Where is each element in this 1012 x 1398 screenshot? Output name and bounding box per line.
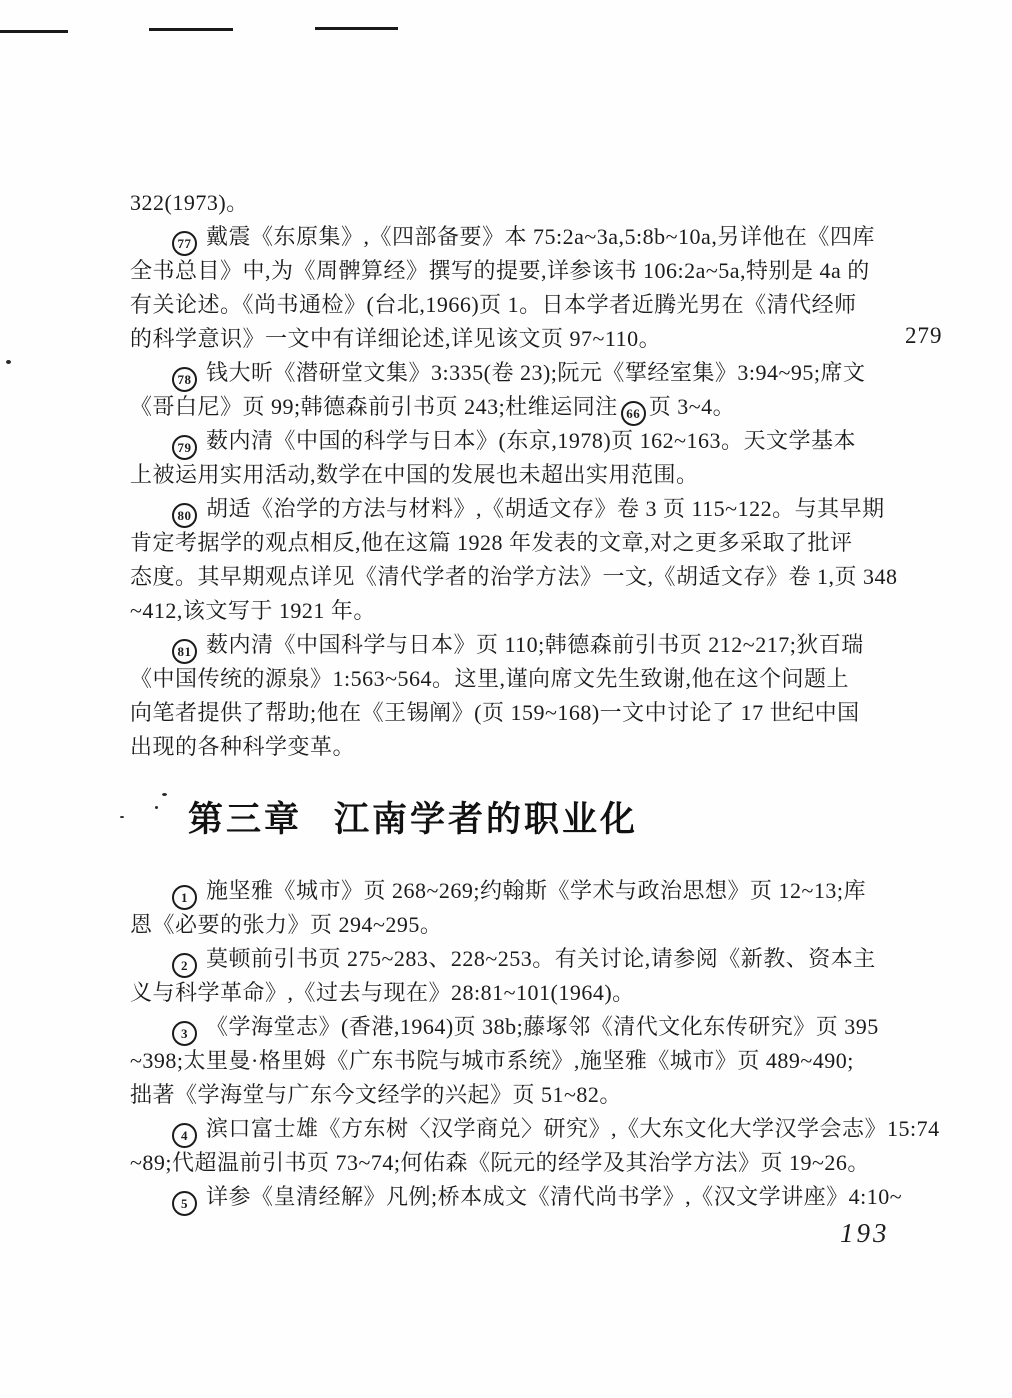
footnote-number: 1 <box>172 885 197 910</box>
chapter-heading <box>188 796 920 844</box>
footnote-paragraph <box>130 356 920 424</box>
circled-note-reference: 66 <box>621 401 646 426</box>
text-line: 义与科学革命》,《过去与现在》28:81~101(1964)。 <box>130 980 635 1005</box>
text-line: 态度。其早期观点详见《清代学者的治学方法》一文,《胡适文存》卷 1,页 348 <box>130 564 898 589</box>
text-line: 全书总目》中,为《周髀算经》撰写的提要,详参该书 106:2a~5a,特别是 4a 的 <box>130 258 870 283</box>
scan-artifact-bar <box>149 28 233 31</box>
chapter-title: 江南学者的职业化 <box>334 800 639 840</box>
footnote-number: 77 <box>172 231 197 256</box>
footnote-paragraph <box>130 492 920 628</box>
text-line: 肯定考据学的观点相反,他在这篇 1928 年发表的文章,对之更多采取了批评 <box>130 530 853 555</box>
footnote-number: 81 <box>172 639 197 664</box>
text-line: 出现的各种科学变革。 <box>130 734 356 759</box>
text-line: 5 详参《皇清经解》凡例;桥本成文《清代尚书学》,《汉文学讲座》4:10~ <box>130 1180 920 1214</box>
text-line: ~398;太里曼·格里姆《广东书院与城市系统》,施坚雅《城市》页 489~490; <box>130 1048 854 1073</box>
footnote-number: 3 <box>172 1021 197 1046</box>
footnote-paragraph <box>130 942 920 1010</box>
footnote-paragraph <box>130 1112 940 1180</box>
text-line: 有关论述。《尚书通检》(台北,1966)页 1。日本学者近腾光男在《清代经师 <box>130 292 857 317</box>
footnote-number: 4 <box>172 1123 197 1148</box>
scan-speck <box>6 360 11 364</box>
text-line: 77 戴震《东原集》,《四部备要》本 75:2a~3a,5:8b~10a,另详他在《四库 <box>130 220 920 254</box>
text-line: 向笔者提供了帮助;他在《王锡阐》(页 159~168)一文中讨论了 17 世纪中国 <box>130 700 860 725</box>
text-line: 4 滨口富士雄《方东树〈汉学商兑〉研究》,《大东文化大学汉学会志》15:74 <box>130 1112 920 1146</box>
text-line: 拙著《学海堂与广东今文经学的兴起》页 51~82。 <box>130 1082 622 1107</box>
text-line: 的科学意识》一文中有详细论述,详见该文页 97~110。 <box>130 326 662 351</box>
chapter-number-label: 第三章 <box>188 800 303 840</box>
text-line: 80 胡适《治学的方法与材料》,《胡适文存》卷 3 页 115~122。与其早期 <box>130 492 920 526</box>
endnotes-chapter3 <box>130 874 940 1214</box>
footnote-paragraph <box>130 186 920 220</box>
text-line: ~89;代超温前引书页 73~74;何佑森《阮元的经学及其治学方法》页 19~26。 <box>130 1150 870 1175</box>
scan-speck <box>120 816 124 818</box>
footnote-number: 2 <box>172 953 197 978</box>
text-line: 78 钱大昕《潜研堂文集》3:335(卷 23);阮元《揅经室集》3:94~95;席文 <box>130 356 920 390</box>
scan-artifact-bar <box>0 30 68 33</box>
text-line: 1 施坚雅《城市》页 268~269;约翰斯《学术与政治思想》页 12~13;库 <box>130 874 920 908</box>
text-line: 恩《必要的张力》页 294~295。 <box>130 912 443 937</box>
endnotes-chapter2 <box>130 186 920 764</box>
bottom-page-number: 193 <box>840 1218 890 1248</box>
text-line: 2 莫顿前引书页 275~283、228~253。有关讨论,请参阅《新教、资本主 <box>130 942 920 976</box>
footnote-number: 80 <box>172 503 197 528</box>
text-line: 3 《学海堂志》(香港,1964)页 38b;藤塚邻《清代文化东传研究》页 395 <box>130 1010 920 1044</box>
scan-artifact-bar <box>315 27 398 30</box>
text-line: ~412,该文写于 1921 年。 <box>130 598 376 623</box>
footnote-paragraph <box>130 220 920 356</box>
text-line: 《中国传统的源泉》1:563~564。这里,谨向席文先生致谢,他在这个问题上 <box>130 666 850 691</box>
text-line: 《哥白尼》页 99;韩德森前引书页 243;杜维运同注 66 页 3~4。 <box>130 390 920 424</box>
text-line: 79 薮内清《中国的科学与日本》(东京,1978)页 162~163。天文学基本 <box>130 424 920 458</box>
footnote-paragraph <box>130 874 920 942</box>
footnote-paragraph <box>130 1010 920 1112</box>
text-line: 81 薮内清《中国科学与日本》页 110;韩德森前引书页 212~217;狄百瑞 <box>130 628 920 662</box>
footnote-paragraph <box>130 628 920 764</box>
footnote-number: 79 <box>172 435 197 460</box>
margin-page-number: 279 <box>905 323 943 348</box>
footnote-paragraph <box>130 1180 920 1214</box>
text-line: 上被运用实用活动,数学在中国的发展也未超出实用范围。 <box>130 462 699 487</box>
footnote-paragraph <box>130 424 920 492</box>
footnote-number: 78 <box>172 367 197 392</box>
footnote-number: 5 <box>172 1191 197 1216</box>
text-line: 322(1973)。 <box>130 190 249 215</box>
